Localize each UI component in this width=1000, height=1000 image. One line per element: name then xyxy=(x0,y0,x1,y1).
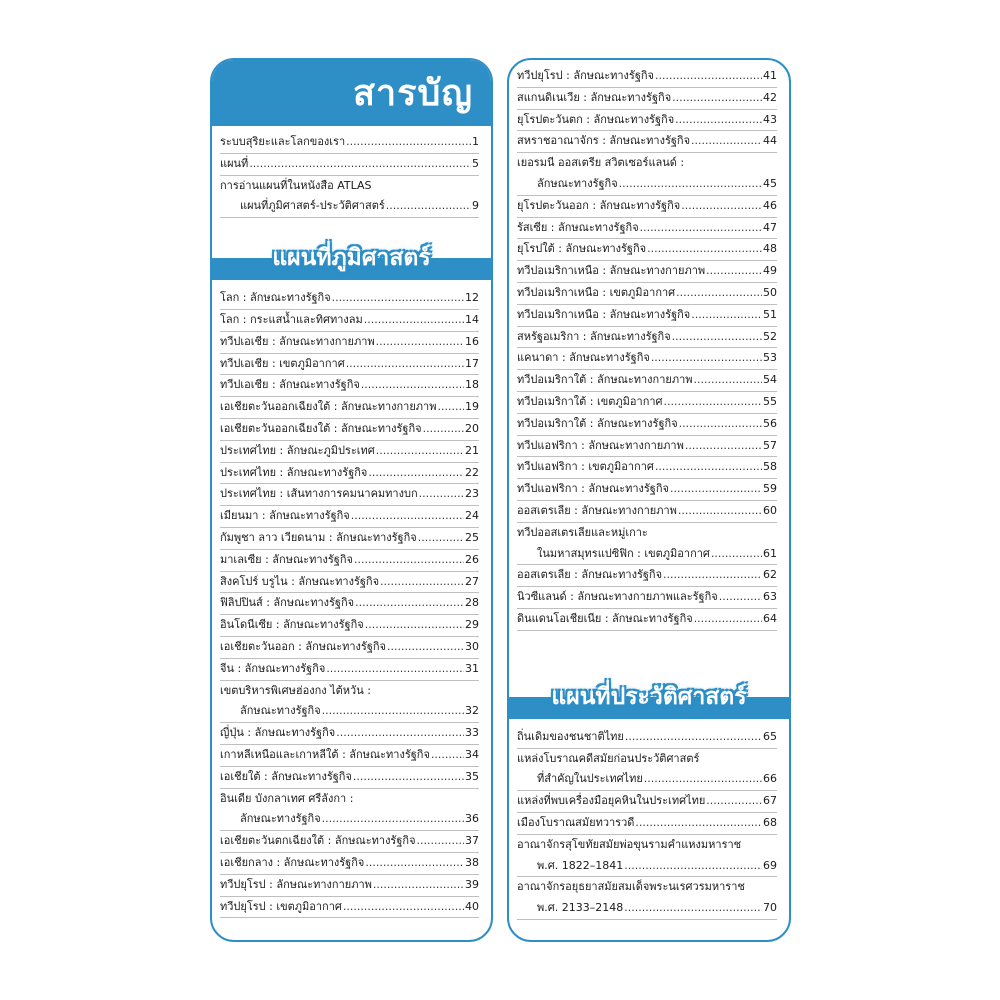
toc-page-number: 33 xyxy=(465,726,479,740)
toc-entry-text: ญี่ปุ่น : ลักษณะทางรัฐกิจ xyxy=(220,726,336,740)
dot-leader xyxy=(355,593,464,614)
toc-entry-text: ทวีปยุโรป : ลักษณะทางรัฐกิจ xyxy=(517,69,655,82)
toc-entry xyxy=(517,370,777,392)
toc-entry xyxy=(517,414,777,436)
toc-entry-text: จีน : ลักษณะทางรัฐกิจ xyxy=(220,661,326,675)
dot-leader xyxy=(354,550,464,571)
dot-leader xyxy=(672,327,762,348)
dot-leader xyxy=(655,457,762,478)
toc-entry-text: รัสเซีย : ลักษณะทางรัฐกิจ xyxy=(517,220,639,234)
toc-entry-text: ทวีปอเมริกาใต้ : ลักษณะทางรัฐกิจ xyxy=(517,416,678,430)
toc-page-number: 9 xyxy=(472,199,479,213)
toc-entry xyxy=(517,749,777,770)
toc-entry xyxy=(220,419,479,441)
toc-entry-text: เกาหลีเหนือและเกาหลีใต้ : ลักษณะทางรัฐกิจ xyxy=(220,747,430,761)
toc-entry xyxy=(517,261,777,283)
toc-entry-text: พ.ศ. 1822–1841 xyxy=(537,858,624,872)
toc-page-number: 26 xyxy=(465,552,479,566)
toc-entry-text: ที่สำคัญในประเทศไทย xyxy=(537,772,643,786)
toc-entry-text: เมืองโบราณสมัยทวารวดี xyxy=(517,815,635,829)
toc-entry-text: ทวีปอเมริกาใต้ : ลักษณะทางกายภาพ xyxy=(517,373,693,387)
toc-page-number: 30 xyxy=(465,639,479,653)
toc-entry xyxy=(220,288,479,310)
toc-page-number: 57 xyxy=(763,438,777,452)
toc-entry xyxy=(220,745,479,767)
toc-entry-text: เยอรมนี ออสเตรีย สวิตเซอร์แลนด์ : xyxy=(517,156,685,170)
toc-entry-text: เอเชียกลาง : ลักษณะทางรัฐกิจ xyxy=(220,855,365,869)
toc-page-number: 61 xyxy=(763,546,777,560)
toc-entry xyxy=(517,727,777,749)
toc-entry-text: ลักษณะทางรัฐกิจ xyxy=(537,176,618,190)
dot-leader xyxy=(691,305,762,326)
toc-entry xyxy=(220,831,479,853)
dot-leader xyxy=(353,767,464,788)
toc-page-number: 59 xyxy=(763,482,777,496)
toc-entry-text: ทวีปเอเชีย : ลักษณะทางกายภาพ xyxy=(220,334,375,348)
dot-leader xyxy=(423,419,464,440)
dot-leader xyxy=(678,501,762,522)
dot-leader xyxy=(387,637,464,658)
dot-leader xyxy=(655,66,762,87)
dot-leader xyxy=(691,131,762,152)
toc-page-number: 29 xyxy=(465,618,479,632)
toc-page-number: 50 xyxy=(763,285,777,299)
toc-entry xyxy=(220,853,479,875)
toc-page-number: 17 xyxy=(465,356,479,370)
toc-page-number: 70 xyxy=(763,901,777,915)
dot-leader xyxy=(675,110,762,131)
toc-entry xyxy=(517,479,777,501)
toc-page-number: 62 xyxy=(763,568,777,582)
dot-leader xyxy=(711,544,762,565)
toc-entry-text: ทวีปอเมริกาเหนือ : ลักษณะทางรัฐกิจ xyxy=(517,307,691,321)
toc-page-number: 28 xyxy=(465,596,479,610)
toc-entry xyxy=(220,637,479,659)
toc-entry-text: ในมหาสมุทรแปซิฟิก : เขตภูมิอากาศ xyxy=(537,546,710,560)
toc-entry-text: การอ่านแผนที่ในหนังสือ ATLAS xyxy=(220,178,372,192)
toc-entry xyxy=(517,348,777,370)
dot-leader xyxy=(635,813,762,834)
toc-entry-text: เขตบริหารพิเศษฮ่องกง ไต้หวัน : xyxy=(220,683,371,697)
toc-entry-text: เอเชียใต้ : ลักษณะทางรัฐกิจ xyxy=(220,769,352,783)
toc-page-number: 52 xyxy=(763,329,777,343)
toc-entry xyxy=(517,283,777,305)
toc-entry xyxy=(220,375,479,397)
toc-entry-text: ทวีปเอเชีย : ลักษณะทางรัฐกิจ xyxy=(220,378,360,392)
toc-entry-text: แหล่งที่พบเครื่องมือยุคหินในประเทศไทย xyxy=(517,794,706,808)
toc-entry xyxy=(220,615,479,637)
toc-entry xyxy=(220,506,479,528)
toc-page-number: 16 xyxy=(465,334,479,348)
toc-page-number: 56 xyxy=(763,416,777,430)
toc-entry xyxy=(220,659,479,681)
toc-page-number: 1 xyxy=(472,135,479,148)
dot-leader xyxy=(343,897,464,918)
toc-page-number: 43 xyxy=(763,112,777,126)
toc-entry xyxy=(220,441,479,463)
toc-entry-text: โลก : ลักษณะทางรัฐกิจ xyxy=(220,291,331,305)
toc-page-number: 66 xyxy=(763,772,777,786)
dot-leader xyxy=(417,831,464,852)
dot-leader xyxy=(719,587,762,608)
toc-entry-text: ดินแดนโอเชียเนีย : ลักษณะทางรัฐกิจ xyxy=(517,611,693,625)
toc-entry xyxy=(220,176,479,197)
toc-entry xyxy=(220,593,479,615)
dot-leader xyxy=(346,132,471,153)
toc-page-number: 60 xyxy=(763,503,777,517)
toc-entry-text: อาณาจักรสุโขทัยสมัยพ่อขุนรามคำแหงมหาราช xyxy=(517,837,742,851)
dot-leader xyxy=(706,261,762,282)
toc-entry-text: ทวีปอเมริกาเหนือ : ลักษณะทางกายภาพ xyxy=(517,264,706,278)
toc-page-number: 22 xyxy=(465,465,479,479)
toc-entry xyxy=(517,153,777,174)
dot-leader xyxy=(368,463,464,484)
toc-entry xyxy=(220,875,479,897)
toc-entry xyxy=(220,484,479,506)
dot-leader xyxy=(332,288,464,309)
toc-entry-text: สหราชอาณาจักร : ลักษณะทางรัฐกิจ xyxy=(517,134,691,148)
dot-leader xyxy=(431,745,464,766)
toc-entry xyxy=(517,769,777,791)
toc-entry xyxy=(517,239,777,261)
toc-entry xyxy=(517,835,777,856)
toc-entry-text: อินโดนีเซีย : ลักษณะทางรัฐกิจ xyxy=(220,618,364,632)
toc-page-number: 12 xyxy=(465,291,479,305)
toc-entry xyxy=(220,701,479,723)
toc-entry xyxy=(517,218,777,240)
toc-entry xyxy=(220,354,479,376)
toc-page-number: 34 xyxy=(465,747,479,761)
toc-entry-text: ทวีปอเมริกาใต้ : เขตภูมิอากาศ xyxy=(517,394,663,408)
toc-entry xyxy=(220,463,479,485)
toc-entry xyxy=(517,501,777,523)
toc-page-number: 37 xyxy=(465,834,479,848)
toc-page-number: 41 xyxy=(763,69,777,82)
toc-entry-text: สิงคโปร์ บรูไน : ลักษณะทางรัฐกิจ xyxy=(220,574,380,588)
toc-entry-text: อินเดีย บังกลาเทศ ศรีลังกา : xyxy=(220,791,354,805)
toc-entry-text: ประเทศไทย : เส้นทางการคมนาคมทางบก xyxy=(220,487,418,501)
toc-page-number: 44 xyxy=(763,134,777,148)
toc-entry xyxy=(517,174,777,196)
toc-entry-text: เอเชียตะวันออกเฉียงใต้ : ลักษณะทางกายภาพ xyxy=(220,400,437,414)
toc-page-number: 31 xyxy=(465,661,479,675)
dot-leader xyxy=(376,441,464,462)
toc-entry xyxy=(517,110,777,132)
toc-page-number: 20 xyxy=(465,421,479,435)
dot-leader xyxy=(706,791,762,812)
dot-leader xyxy=(351,506,464,527)
toc-page-number: 48 xyxy=(763,242,777,256)
history-list xyxy=(509,725,789,920)
dot-leader xyxy=(644,769,762,790)
toc-entry-text: ทวีปแอฟริกา : ลักษณะทางกายภาพ xyxy=(517,438,684,452)
toc-entry-text: ทวีปเอเชีย : เขตภูมิอากาศ xyxy=(220,356,345,370)
toc-page-number: 54 xyxy=(763,373,777,387)
dot-leader xyxy=(376,332,464,353)
dot-leader xyxy=(346,354,464,375)
toc-entry-text: ทวีปยุโรป : เขตภูมิอากาศ xyxy=(220,899,342,913)
toc-entry xyxy=(220,723,479,745)
toc-page-number: 24 xyxy=(465,509,479,523)
page-title: สารบัญ xyxy=(352,73,473,114)
toc-entry xyxy=(517,544,777,566)
toc-page-number: 32 xyxy=(465,704,479,718)
toc-entry xyxy=(517,66,777,88)
dot-leader xyxy=(418,528,464,549)
toc-entry xyxy=(517,898,777,920)
dot-leader xyxy=(694,609,762,630)
toc-entry-text: ลักษณะทางรัฐกิจ xyxy=(240,704,321,718)
toc-page-number: 49 xyxy=(763,264,777,278)
toc-page-number: 69 xyxy=(763,858,777,872)
toc-page-number: 63 xyxy=(763,590,777,604)
dot-leader xyxy=(365,853,464,874)
toc-entry-text: ถิ่นเดิมของชนชาติไทย xyxy=(517,729,624,743)
toc-entry-text: ทวีปยุโรป : ลักษณะทางกายภาพ xyxy=(220,877,372,891)
toc-entry-text: เอเชียตะวันตกเฉียงใต้ : ลักษณะทางรัฐกิจ xyxy=(220,834,416,848)
dot-leader xyxy=(679,414,762,435)
toc-entry-text: นิวซีแลนด์ : ลักษณะทางกายภาพและรัฐกิจ xyxy=(517,590,718,604)
section-header-history xyxy=(509,679,789,725)
toc-entry-text: เอเชียตะวันออกเฉียงใต้ : ลักษณะทางรัฐกิจ xyxy=(220,421,422,435)
toc-entry-text: เมียนมา : ลักษณะทางรัฐกิจ xyxy=(220,509,350,523)
toc-entry xyxy=(517,196,777,218)
toc-entry xyxy=(220,550,479,572)
dot-leader xyxy=(624,856,762,877)
toc-entry xyxy=(517,587,777,609)
dot-leader xyxy=(670,479,762,500)
toc-entry xyxy=(517,791,777,813)
dot-leader xyxy=(663,565,762,586)
toc-entry-text: ทวีปออสเตรเลียและหมู่เกาะ xyxy=(517,525,648,539)
toc-page-number: 67 xyxy=(763,794,777,808)
toc-entry xyxy=(517,609,777,631)
toc-page-number: 40 xyxy=(465,899,479,913)
toc-entry xyxy=(517,131,777,153)
dot-leader xyxy=(373,875,464,896)
toc-entry-text: โลก : กระแสน้ำและทิศทางลม xyxy=(220,312,363,326)
toc-right-panel xyxy=(507,58,791,942)
toc-entry xyxy=(220,332,479,354)
toc-entry xyxy=(517,436,777,458)
toc-entry-text: ทวีปอเมริกาเหนือ : เขตภูมิอากาศ xyxy=(517,285,676,299)
toc-page-number: 53 xyxy=(763,351,777,365)
toc-page-number: 68 xyxy=(763,815,777,829)
dot-leader xyxy=(322,809,464,830)
toc-title-bar xyxy=(212,60,491,126)
geography-list-left xyxy=(212,286,491,918)
dot-leader xyxy=(322,701,464,722)
toc-page-number: 18 xyxy=(465,378,479,392)
toc-entry xyxy=(220,132,479,154)
toc-entry-text: ออสเตรเลีย : ลักษณะทางรัฐกิจ xyxy=(517,568,663,582)
toc-entry xyxy=(517,88,777,110)
dot-leader xyxy=(647,239,762,260)
toc-entry-text: แผนที่ xyxy=(220,156,249,170)
toc-entry xyxy=(517,305,777,327)
dot-leader xyxy=(364,310,464,331)
dot-leader xyxy=(681,196,762,217)
geography-list-right xyxy=(509,60,789,631)
section-title-history: แผนที่ประวัติศาสตร์ xyxy=(551,683,747,710)
toc-entry-text: แหล่งโบราณคดีสมัยก่อนประวัติศาสตร์ xyxy=(517,751,700,765)
toc-entry-text: สหรัฐอเมริกา : ลักษณะทางรัฐกิจ xyxy=(517,329,671,343)
toc-entry-text: ลักษณะทางรัฐกิจ xyxy=(240,812,321,826)
toc-page-number: 39 xyxy=(465,877,479,891)
toc-page-number: 14 xyxy=(465,312,479,326)
toc-page-number: 42 xyxy=(763,90,777,104)
dot-leader xyxy=(380,572,464,593)
toc-page-number: 47 xyxy=(763,220,777,234)
toc-page-number: 38 xyxy=(465,855,479,869)
toc-entry-text: เอเชียตะวันออก : ลักษณะทางรัฐกิจ xyxy=(220,639,387,653)
toc-page-number: 35 xyxy=(465,769,479,783)
dot-leader xyxy=(326,659,464,680)
toc-entry-text: ประเทศไทย : ลักษณะทางรัฐกิจ xyxy=(220,465,368,479)
toc-entry-text: พ.ศ. 2133–2148 xyxy=(537,901,624,915)
toc-entry xyxy=(220,397,479,419)
toc-entry xyxy=(517,813,777,835)
toc-entry-text: กัมพูชา ลาว เวียดนาม : ลักษณะทางรัฐกิจ xyxy=(220,530,417,544)
dot-leader xyxy=(419,484,464,505)
toc-entry xyxy=(517,565,777,587)
dot-leader xyxy=(625,727,762,748)
toc-entry xyxy=(517,327,777,349)
toc-page-number: 27 xyxy=(465,574,479,588)
toc-entry xyxy=(517,856,777,878)
dot-leader xyxy=(640,218,762,239)
toc-entry-text: อาณาจักรอยุธยาสมัยสมเด็จพระนเรศวรมหาราช xyxy=(517,880,745,894)
toc-page-number: 58 xyxy=(763,460,777,474)
toc-entry-text: ยุโรปใต้ : ลักษณะทางรัฐกิจ xyxy=(517,242,647,256)
toc-entry xyxy=(517,392,777,414)
toc-page-number: 55 xyxy=(763,394,777,408)
dot-leader xyxy=(624,898,762,919)
dot-leader xyxy=(365,615,464,636)
toc-entry xyxy=(220,897,479,919)
toc-page-number: 51 xyxy=(763,307,777,321)
toc-entry-text: ยุโรปตะวันออก : ลักษณะทางรัฐกิจ xyxy=(517,198,681,212)
toc-entry xyxy=(220,310,479,332)
toc-entry xyxy=(220,572,479,594)
toc-entry-text: ฟิลิปปินส์ : ลักษณะทางรัฐกิจ xyxy=(220,596,355,610)
toc-page-number: 23 xyxy=(465,487,479,501)
toc-page-number: 45 xyxy=(763,176,777,190)
dot-leader xyxy=(437,397,464,418)
dot-leader xyxy=(386,196,471,217)
toc-entry-text: ออสเตรเลีย : ลักษณะทางกายภาพ xyxy=(517,503,677,517)
dot-leader xyxy=(664,392,762,413)
toc-entry xyxy=(220,681,479,702)
toc-page-number: 5 xyxy=(472,156,479,170)
toc-page-number: 46 xyxy=(763,198,777,212)
dot-leader xyxy=(694,370,762,391)
toc-entry xyxy=(220,196,479,218)
section-title-geography: แผนที่ภูมิศาสตร์ xyxy=(272,245,431,272)
dot-leader xyxy=(336,723,464,744)
toc-entry xyxy=(220,809,479,831)
dot-leader xyxy=(651,348,762,369)
intro-list xyxy=(212,126,491,218)
toc-page-number: 64 xyxy=(763,611,777,625)
toc-entry xyxy=(517,877,777,898)
toc-page-number: 65 xyxy=(763,729,777,743)
toc-entry xyxy=(220,154,479,176)
toc-entry-text: ยุโรปตะวันตก : ลักษณะทางรัฐกิจ xyxy=(517,112,675,126)
dot-leader xyxy=(361,375,464,396)
toc-entry-text: สแกนดิเนเวีย : ลักษณะทางรัฐกิจ xyxy=(517,90,672,104)
toc-entry xyxy=(220,528,479,550)
dot-leader xyxy=(249,154,471,175)
toc-entry-text: ระบบสุริยะและโลกของเรา xyxy=(220,135,346,148)
toc-entry-text: แผนที่ภูมิศาสตร์-ประวัติศาสตร์ xyxy=(240,199,385,213)
toc-page-number: 36 xyxy=(465,812,479,826)
toc-entry xyxy=(220,789,479,810)
dot-leader xyxy=(685,436,762,457)
toc-entry-text: ทวีปแอฟริกา : ลักษณะทางรัฐกิจ xyxy=(517,482,669,496)
section-header-geography xyxy=(212,240,491,286)
dot-leader xyxy=(676,283,762,304)
toc-page-number: 21 xyxy=(465,443,479,457)
toc-entry-text: มาเลเซีย : ลักษณะทางรัฐกิจ xyxy=(220,552,353,566)
dot-leader xyxy=(672,88,762,109)
toc-page-number: 19 xyxy=(465,400,479,414)
toc-entry-text: แคนาดา : ลักษณะทางรัฐกิจ xyxy=(517,351,650,365)
dot-leader xyxy=(619,174,762,195)
toc-entry-text: ทวีปแอฟริกา : เขตภูมิอากาศ xyxy=(517,460,654,474)
toc-entry-text: ประเทศไทย : ลักษณะภูมิประเทศ xyxy=(220,443,375,457)
toc-page-number: 25 xyxy=(465,530,479,544)
toc-entry xyxy=(517,457,777,479)
toc-entry xyxy=(517,523,777,544)
toc-entry xyxy=(220,767,479,789)
toc-left-panel xyxy=(210,58,493,942)
